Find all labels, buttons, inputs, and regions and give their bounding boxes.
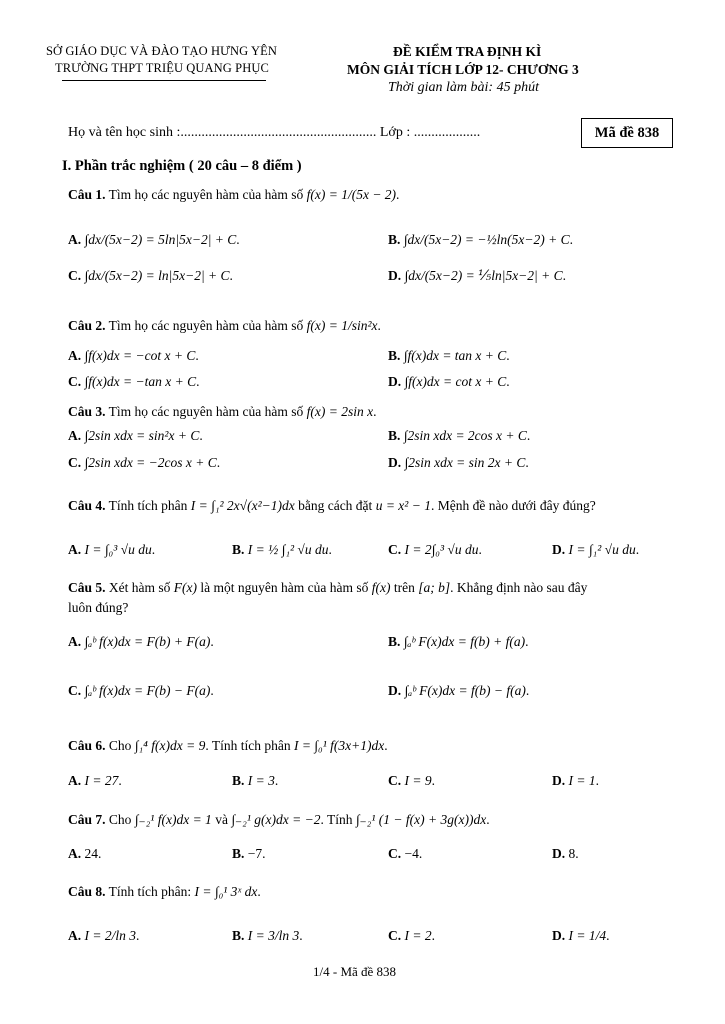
school-name: TRƯỜNG THPT TRIỆU QUANG PHỤC (55, 61, 269, 75)
question-7: Câu 7. Cho ∫₋₂¹ f(x)dx = 1 và ∫₋₂¹ g(x)dx = −2. Tính ∫₋₂¹ (1 − f(x) + 3g(x))dx. (68, 812, 490, 827)
student-info-line[interactable]: Họ và tên học sinh :........................................................ Lớp : ................... (68, 125, 481, 140)
q2-option-a[interactable]: A. ∫f(x)dx = −cot x + C. (68, 348, 199, 363)
page-footer: 1/4 - Mã đề 838 (313, 964, 397, 979)
q7-option-a[interactable]: A. 24. (68, 846, 102, 861)
department-name: SỞ GIÁO DỤC VÀ ĐÀO TẠO HƯNG YÊN (46, 44, 277, 58)
q2-option-b[interactable]: B. ∫f(x)dx = tan x + C. (388, 348, 510, 363)
question-1: Câu 1. Tìm họ các nguyên hàm của hàm số f(x) = 1/(5x − 2). (68, 187, 400, 202)
q8-option-a[interactable]: A. I = 2/ln 3. (68, 928, 140, 943)
q8-option-c[interactable]: C. I = 2. (388, 928, 435, 943)
exam-time: Thời gian làm bài: 45 phút (388, 80, 539, 95)
exam-code-box: Mã đề 838 (581, 118, 673, 148)
q7-option-d[interactable]: D. 8. (552, 846, 579, 861)
q4-option-d[interactable]: D. I = ∫₁² √u du. (552, 542, 640, 557)
q4-option-b[interactable]: B. I = ½ ∫₁² √u du. (232, 542, 332, 557)
q7-option-c[interactable]: C. −4. (388, 846, 423, 861)
question-label: Câu 1. (68, 187, 106, 202)
q3-option-b[interactable]: B. ∫2sin xdx = 2cos x + C. (388, 428, 531, 443)
q2-option-d[interactable]: D. ∫f(x)dx = cot x + C. (388, 374, 510, 389)
question-5: Câu 5. Xét hàm số F(x) là một nguyên hàm của hàm số f(x) trên [a; b]. Khẳng định nào sau đây (68, 580, 588, 595)
q3-option-a[interactable]: A. ∫2sin xdx = sin²x + C. (68, 428, 203, 443)
q1-option-a[interactable]: A. ∫dx/(5x−2) = 5ln|5x−2| + C. (68, 232, 240, 247)
question-expr: f(x) = 1/(5x − 2) (306, 187, 397, 202)
q1-option-d[interactable]: D. ∫dx/(5x−2) = ⅕ln|5x−2| + C. (388, 268, 566, 283)
exam-subject: MÔN GIẢI TÍCH LỚP 12- CHƯƠNG 3 (347, 62, 579, 77)
q1-option-c[interactable]: C. ∫dx/(5x−2) = ln|5x−2| + C. (68, 268, 233, 283)
q5-option-a[interactable]: A. ∫ₐᵇ f(x)dx = F(b) + F(a). (68, 634, 214, 649)
section-title: I. Phần trắc nghiệm ( 20 câu – 8 điểm ) (62, 158, 302, 174)
q5-option-b[interactable]: B. ∫ₐᵇ F(x)dx = f(b) + f(a). (388, 634, 529, 649)
header-underline (62, 80, 266, 81)
q3-option-d[interactable]: D. ∫2sin xdx = sin 2x + C. (388, 455, 529, 470)
exam-title: ĐỀ KIỂM TRA ĐỊNH KÌ (393, 44, 542, 59)
q8-option-d[interactable]: D. I = 1/4. (552, 928, 610, 943)
q4-option-a[interactable]: A. I = ∫₀³ √u du. (68, 542, 156, 557)
q7-option-b[interactable]: B. −7. (232, 846, 266, 861)
question-5-cont: luôn đúng? (68, 600, 129, 615)
q1-option-b[interactable]: B. ∫dx/(5x−2) = −½ln(5x−2) + C. (388, 232, 573, 247)
q3-option-c[interactable]: C. ∫2sin xdx = −2cos x + C. (68, 455, 221, 470)
q8-option-b[interactable]: B. I = 3/ln 3. (232, 928, 303, 943)
q4-option-c[interactable]: C. I = 2∫₀³ √u du. (388, 542, 482, 557)
q2-option-c[interactable]: C. ∫f(x)dx = −tan x + C. (68, 374, 200, 389)
question-4: Câu 4. Tính tích phân I = ∫₁² 2x√(x²−1)dx bằng cách đặt u = x² − 1. Mệnh đề nào dưới đây đúng? (68, 498, 596, 513)
question-text: Tìm họ các nguyên hàm của hàm số (108, 187, 304, 202)
question-6: Câu 6. Cho ∫₁⁴ f(x)dx = 9. Tính tích phân I = ∫₀¹ f(3x+1)dx. (68, 738, 388, 753)
q6-option-c[interactable]: C. I = 9. (388, 773, 435, 788)
q6-option-d[interactable]: D. I = 1. (552, 773, 599, 788)
q5-option-c[interactable]: C. ∫ₐᵇ f(x)dx = F(b) − F(a). (68, 683, 214, 698)
q5-option-d[interactable]: D. ∫ₐᵇ F(x)dx = f(b) − f(a). (388, 683, 530, 698)
question-2: Câu 2. Tìm họ các nguyên hàm của hàm số f(x) = 1/sin²x. (68, 318, 381, 333)
question-8: Câu 8. Tính tích phân: I = ∫₀¹ 3ˣ dx. (68, 884, 261, 899)
q6-option-b[interactable]: B. I = 3. (232, 773, 279, 788)
question-3: Câu 3. Tìm họ các nguyên hàm của hàm số f(x) = 2sin x. (68, 404, 377, 419)
q6-option-a[interactable]: A. I = 27. (68, 773, 122, 788)
